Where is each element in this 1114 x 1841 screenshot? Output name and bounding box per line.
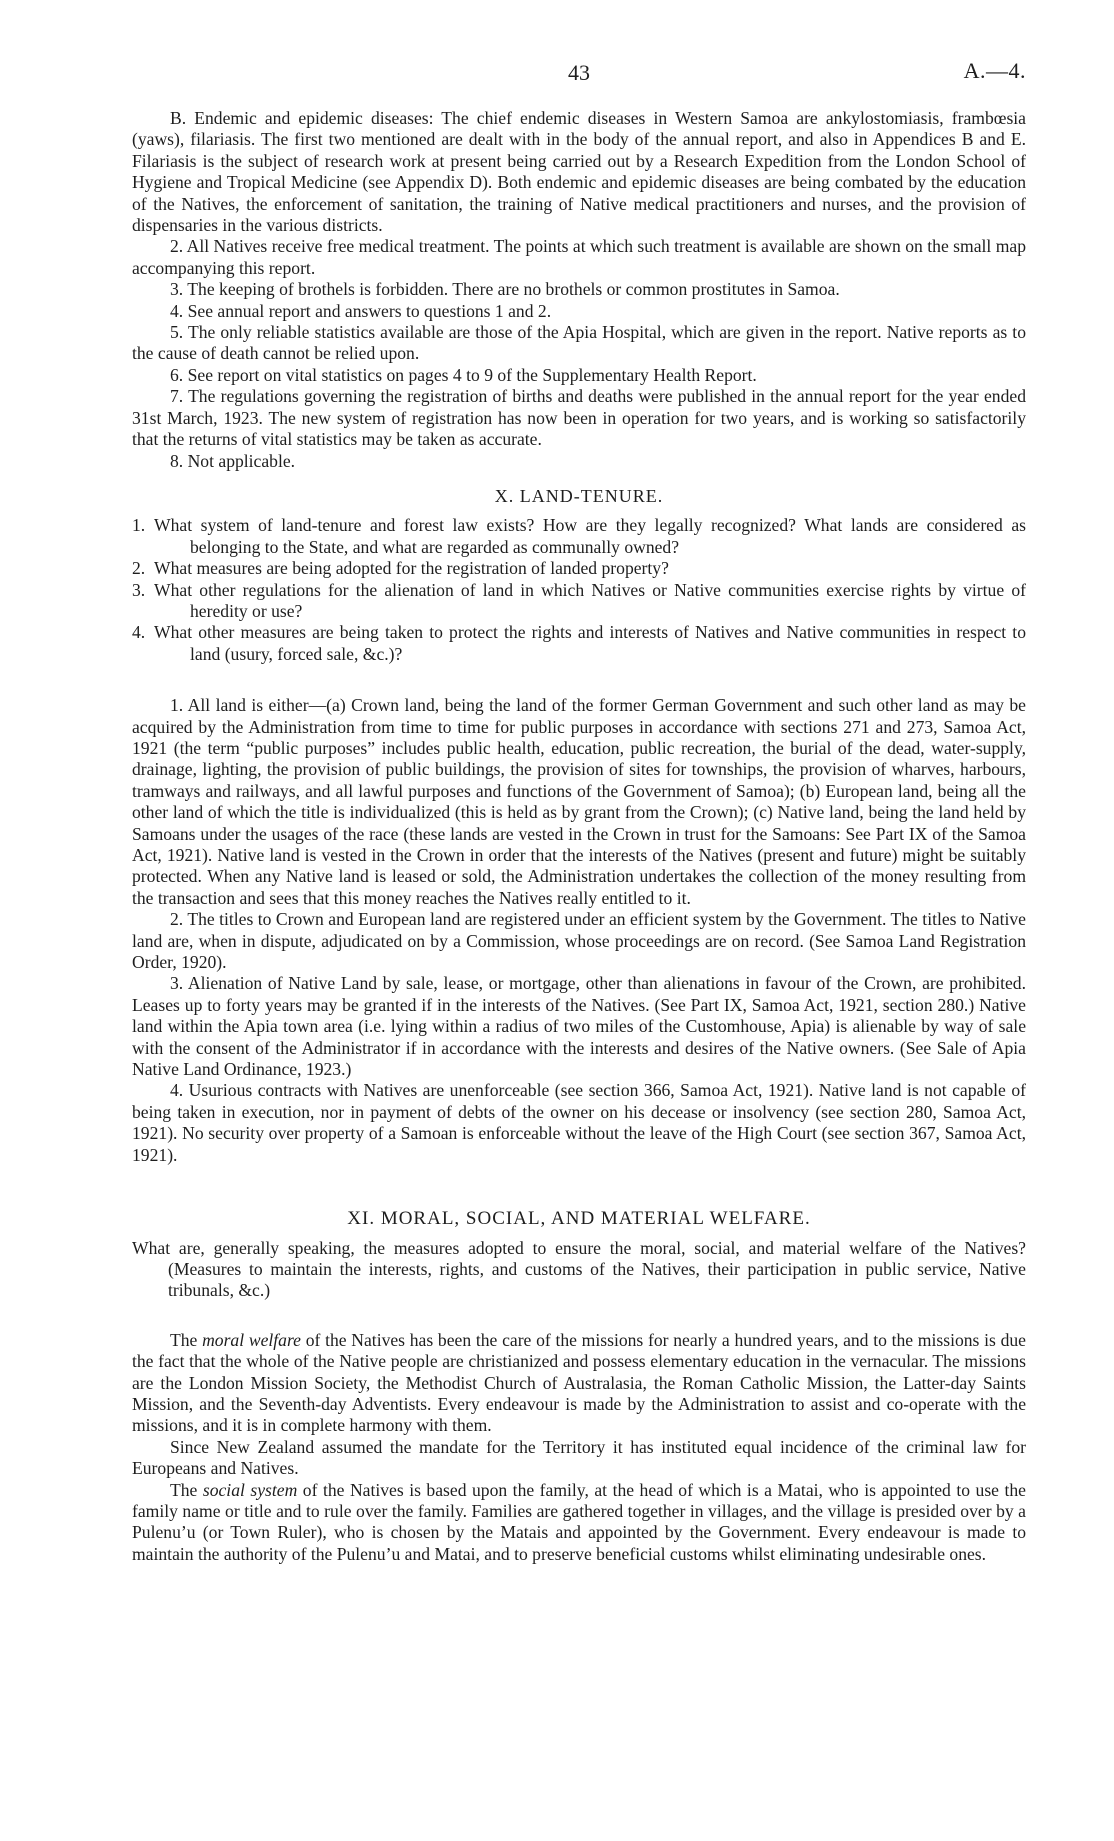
- question-item: 3. What other regulations for the alienation of land in which Natives or Native communities exercise rights by virtue of heredity or use?: [132, 579, 1026, 621]
- question-item: 4. What other measures are being taken to protect the rights and interests of Natives and Native communities in respect to land (usury, forced sale, &c.)?: [132, 622, 1026, 664]
- section-x-land-tenure: [132, 486, 1026, 1166]
- section-xi-welfare: [132, 1208, 1026, 1565]
- page-number: 43: [568, 60, 590, 85]
- paragraph-criminal-law: Since New Zealand assumed the mandate for the Territory it has instituted equal incidence of the criminal law for Europeans and Natives.: [132, 1436, 1026, 1479]
- section-question: What are, generally speaking, the measures adopted to ensure the moral, social, and material welfare of the Natives? (Measures to maintain the interests, rights, and customs of the Natives, their participation in public service, Native tribunals, &c.): [132, 1237, 1026, 1301]
- paragraph-endemic-diseases: B. Endemic and epidemic diseases: The chief endemic diseases in Western Samoa are ankylostomiasis, frambœsia (yaws), filariasis. The first two mentioned are dealt with in the body of the annual report, and also in Appendices B and E. Filariasis is the subject of research work at present being carried out by a Research Expedition from the London School of Hygiene and Tropical Medicine (see Appendix D). Both endemic and epidemic diseases are being combated by the education of the Natives, the enforcement of sanitation, the training of Native medical practitioners and nurses, and the provision of dispensaries in the various districts.: [132, 108, 1026, 236]
- question-item: 2. What measures are being adopted for the registration of landed property?: [132, 558, 669, 579]
- question-list: [132, 515, 1026, 665]
- paragraph-6: 6. See report on vital statistics on pages 4 to 9 of the Supplementary Health Report.: [170, 364, 757, 385]
- paragraph-5: 5. The only reliable statistics available are those of the Apia Hospital, which are given in the report. Native reports as to the cause of death cannot be relied upon.: [132, 322, 1026, 364]
- paragraph-4: 4. See annual report and answers to questions 1 and 2.: [170, 300, 552, 321]
- section-heading: X. LAND-TENURE.: [494, 485, 664, 506]
- section-heading: XI. MORAL, SOCIAL, AND MATERIAL WELFARE.: [347, 1208, 811, 1230]
- paragraph-7: 7. The regulations governing the registration of births and deaths were published in the annual report for the year ended 31st March, 1923. The new system of registration has now been in operation for two years, and is working so satisfactorily that the returns of vital statistics may be taken as accurate.: [132, 386, 1026, 450]
- section-ix-continuation: [132, 108, 1026, 472]
- paragraph-moral-welfare: The moral welfare of the Natives has been the care of the missions for nearly a hundred years, and to the missions is due the fact that the whole of the Native people are christianized and possess elementary education in the vernacular. The missions are the London Mission Society, the Methodist Church of Australasia, the Roman Catholic Mission, the Latter-day Saints Mission, and the Seventh-day Adventists. Every endeavour is made by the Administration to assist and co-operate with the missions, and it is in complete harmony with them.: [132, 1329, 1026, 1436]
- paragraph-social-system: The social system of the Natives is based upon the family, at the head of which is a Matai, who is appointed to use the family name or title and to rule over the family. Families are gathered together in villages, and the village is presided over by a Pulenu’u (or Town Ruler), who is chosen by the Matais and appointed by the Government. Every endeavour is made to maintain the authority of the Pulenu’u and Matai, and to preserve beneficial customs whilst eliminating undesirable ones.: [132, 1479, 1026, 1564]
- answer-paragraph: 1. All land is either—(a) Crown land, being the land of the former German Government and such other land as may be acquired by the Administration from time to time for public purposes in accordance with sections 271 and 273, Samoa Act, 1921 (the term “public purposes” includes public health, education, public recreation, the burial of the dead, water-supply, drainage, lighting, the provision of public buildings, the provision of sites for townships, the provision of wharves, harbours, tramways and railways, and all lawful purposes and functions of the Government of Samoa); (b) European land, being all the other land of which the title is individualized (this is held as by grant from the Crown); (c) Native land, being the land held by Samoans under the usages of the race (these lands are vested in the Crown in trust for the Samoans: See Part IX of the Samoa Act, 1921). Native land is vested in the Crown in order that the interests of the Natives (present and future) might be suitably protected. When any Native land is leased or sold, the Administration undertakes the collection of the money resulting from the transaction and sees that this money reaches the Natives really entitled to it.: [132, 695, 1026, 908]
- answer-paragraph: 4. Usurious contracts with Natives are unenforceable (see section 366, Samoa Act, 1921). Native land is not capable of being taken in execution, nor in payment of debts of the owner on his decease or insolvency (see section 280, Samoa Act, 1921). No security over property of a Samoan is enforceable without the leave of the High Court (see section 367, Samoa Act, 1921).: [132, 1080, 1026, 1165]
- page-header: [132, 56, 1026, 108]
- paragraph-2: 2. All Natives receive free medical treatment. The points at which such treatment is available are shown on the small map accompanying this report.: [132, 236, 1026, 278]
- paragraph-3: 3. The keeping of brothels is forbidden. There are no brothels or common prostitutes in Samoa.: [170, 279, 840, 300]
- answer-paragraph: 3. Alienation of Native Land by sale, lease, or mortgage, other than alienations in favour of the Crown, are prohibited. Leases up to forty years may be granted if in the interests of the Natives. (See Part IX, Samoa Act, 1921, section 280.) Native land within the Apia town area (i.e. lying within a radius of two miles of the Customhouse, Apia) is alienable by way of sale with the consent of the Administrator if in accordance with the interests and desires of the Native owners. (See Sale of Apia Native Land Ordinance, 1923.): [132, 973, 1026, 1080]
- paragraph-8: 8. Not applicable.: [170, 450, 296, 471]
- answer-paragraph: 2. The titles to Crown and European land are registered under an efficient system by the Government. The titles to Native land are, when in dispute, adjudicated on by a Commission, whose proceedings are on record. (See Samoa Land Registration Order, 1920).: [132, 909, 1026, 973]
- question-item: 1. What system of land-tenure and forest law exists? How are they legally recognized? What lands are considered as belonging to the State, and what are regarded as communally owned?: [132, 515, 1026, 557]
- document-code: A.—4.: [963, 58, 1026, 83]
